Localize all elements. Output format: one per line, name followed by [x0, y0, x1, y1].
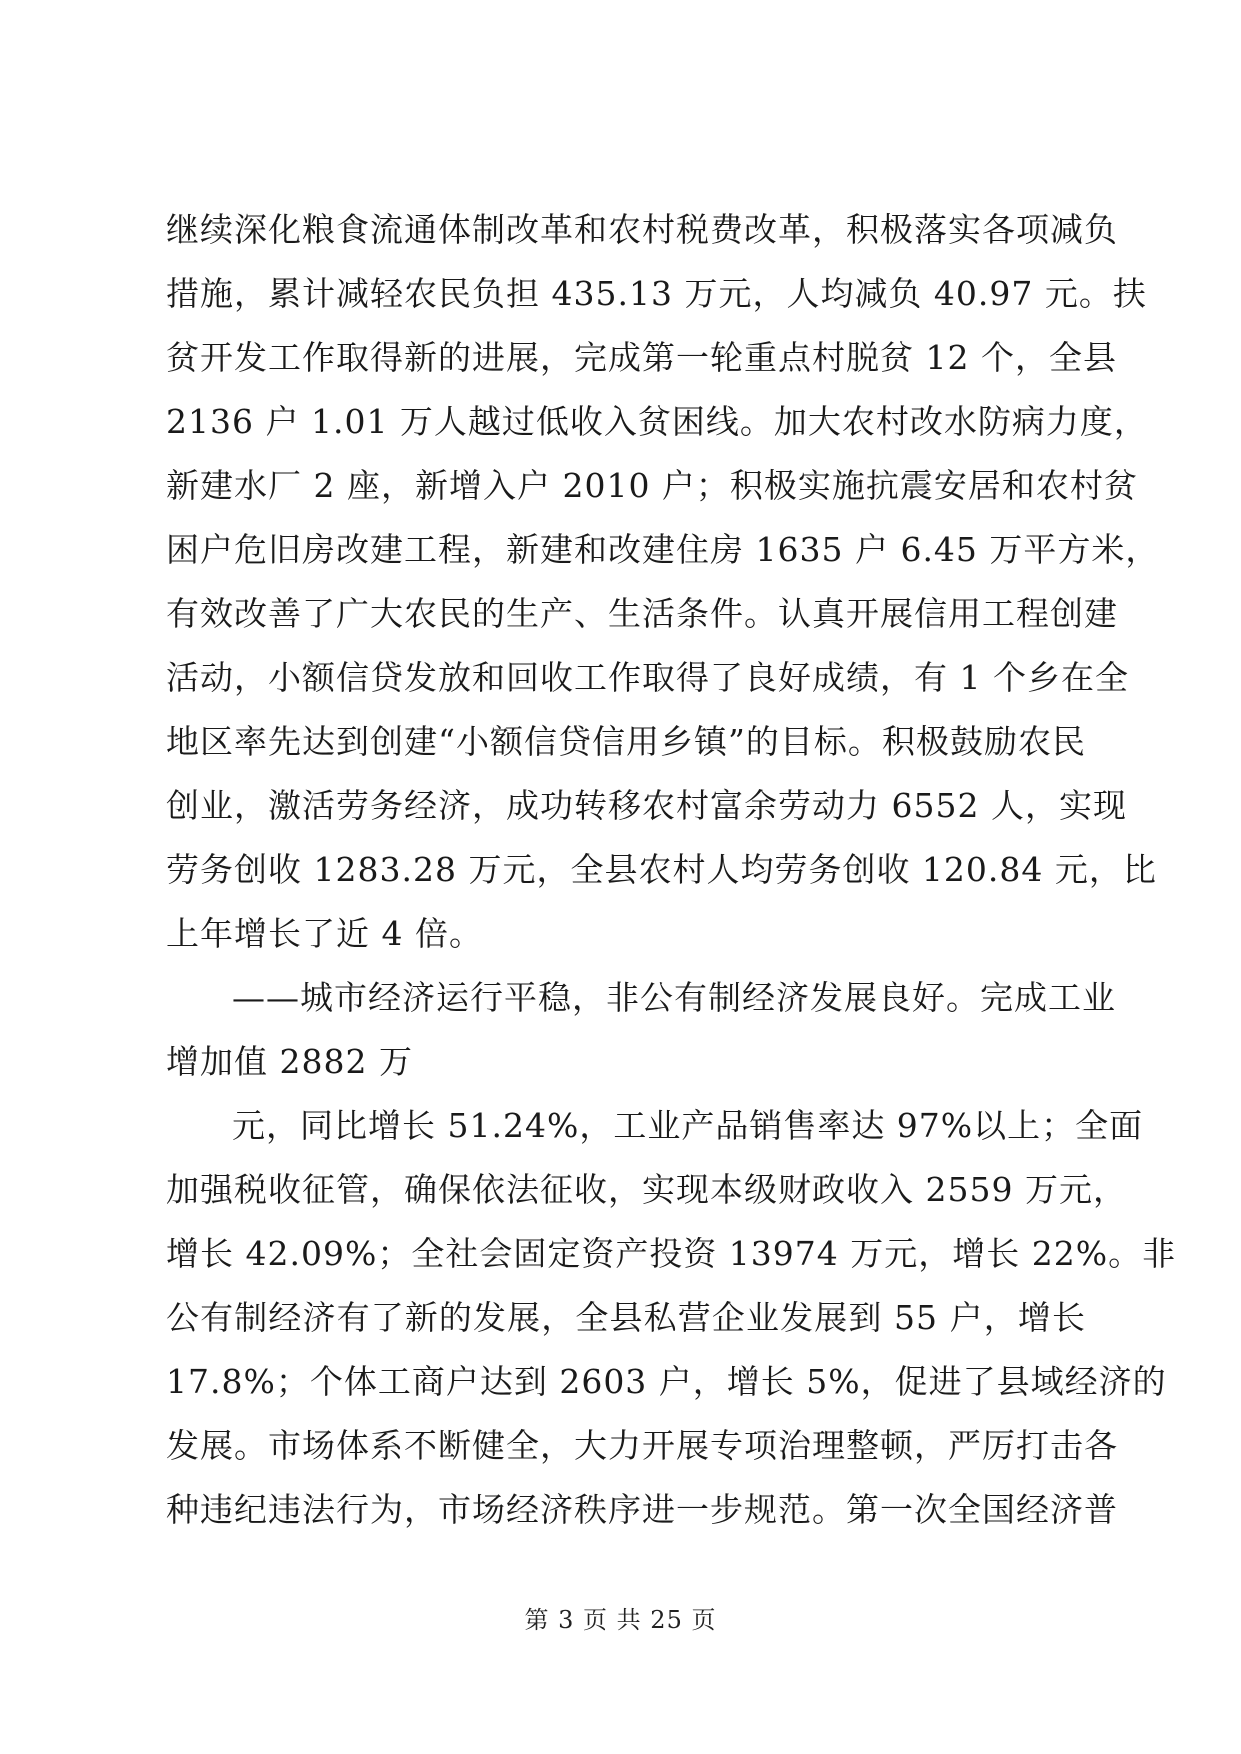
text-line: 有效改善了广大农民的生产、生活条件。认真开展信用工程创建	[166, 594, 1118, 633]
text-line: 公有制经济有了新的发展，全县私营企业发展到 55 户，增长	[166, 1298, 1086, 1337]
text-line: 种违纪违法行为，市场经济秩序进一步规范。第一次全国经济普	[166, 1490, 1118, 1529]
text-line: 贫开发工作取得新的进展，完成第一轮重点村脱贫 12 个，全县	[166, 338, 1117, 377]
text-line: 困户危旧房改建工程，新建和改建住房 1635 户 6.45 万平方米，	[166, 530, 1160, 569]
text-line: 地区率先达到创建“小额信贷信用乡镇”的目标。积极鼓励农民	[166, 722, 1086, 761]
text-line: 元，同比增长 51.24%，工业产品销售率达 97%以上；全面	[232, 1106, 1144, 1145]
page-footer: 第 3 页 共 25 页	[524, 1606, 717, 1634]
text-line: 劳务创收 1283.28 万元，全县农村人均劳务创收 120.84 元，比	[166, 850, 1157, 889]
text-line: 增长 42.09%；全社会固定资产投资 13974 万元，增长 22%。非	[166, 1234, 1177, 1273]
text-line: 新建水厂 2 座，新增入户 2010 户；积极实施抗震安居和农村贫	[166, 466, 1138, 505]
text-line: 创业，激活劳务经济，成功转移农村富余劳动力 6552 人，实现	[166, 786, 1127, 825]
text-line: 活动，小额信贷发放和回收工作取得了良好成绩，有 1 个乡在全	[166, 658, 1129, 697]
text-line: 2136 户 1.01 万人越过低收入贫困线。加大农村改水防病力度，	[166, 402, 1148, 441]
text-line: 增加值 2882 万	[166, 1042, 413, 1081]
text-line: ——城市经济运行平稳，非公有制经济发展良好。完成工业	[232, 978, 1116, 1017]
text-line: 发展。市场体系不断健全，大力开展专项治理整顿，严厉打击各	[166, 1426, 1118, 1465]
text-line: 加强税收征管，确保依法征收，实现本级财政收入 2559 万元，	[166, 1170, 1127, 1209]
text-line: 继续深化粮食流通体制改革和农村税费改革，积极落实各项减负	[166, 210, 1118, 249]
document-body	[166, 198, 1177, 1542]
text-line: 措施，累计减轻农民负担 435.13 万元，人均减负 40.97 元。扶	[166, 274, 1147, 313]
text-line: 上年增长了近 4 倍。	[166, 914, 483, 953]
text-line: 17.8%；个体工商户达到 2603 户，增长 5%，促进了县域经济的	[166, 1362, 1167, 1401]
